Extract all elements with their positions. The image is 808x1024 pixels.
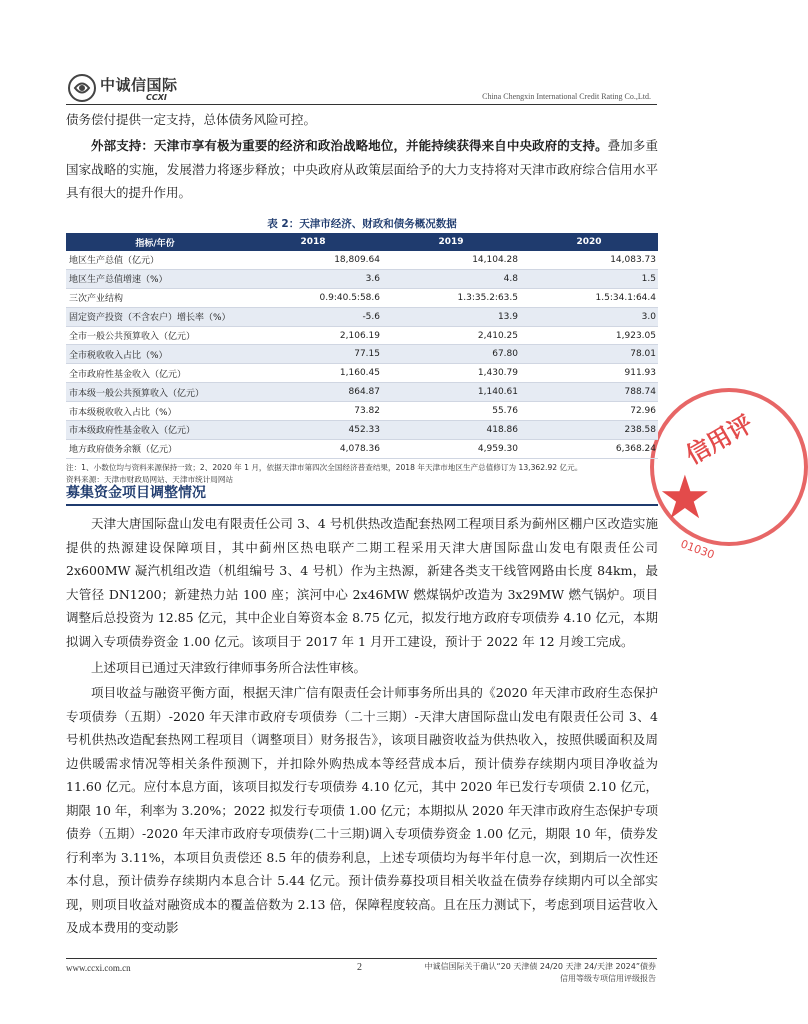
logo-sub: CCXI <box>146 93 167 102</box>
table-row-label: 地区生产总值（亿元） <box>66 251 244 269</box>
table-cell: 1,923.05 <box>520 326 658 345</box>
table-title: 表 2：天津市经济、财政和债务概况数据 <box>267 218 457 230</box>
footer-report-title <box>416 961 656 984</box>
table-row-label: 市本级税收收入占比（%） <box>66 402 244 421</box>
table-row <box>66 307 658 326</box>
table-cell: 77.15 <box>244 345 382 364</box>
page-header <box>0 0 724 112</box>
logo-text: 中诚信国际 <box>100 76 178 94</box>
table-row-label: 全市一般公共预算收入（亿元） <box>66 326 244 345</box>
company-name-en: China Chengxin International Credit Rating Co.,Ltd. <box>482 92 651 101</box>
footer-title-line1: 中诚信国际关于确认“20 天津债 24/20 天津 24/天津 2024”债券 <box>424 962 656 971</box>
table-header-row <box>66 233 658 251</box>
table-cell: -5.6 <box>244 307 382 326</box>
logo-icon <box>66 72 98 104</box>
table-row <box>66 288 658 307</box>
table-cell: 55.76 <box>382 402 520 421</box>
table-cell: 788.74 <box>520 383 658 402</box>
intro-line: 债务偿付提供一定支持，总体债务风险可控。 <box>66 112 317 127</box>
table-row-label: 固定资产投资（不含农户）增长率（%） <box>66 307 244 326</box>
footer-title-line2: 信用等级专项信用评级报告 <box>560 973 656 983</box>
table-row <box>66 269 658 288</box>
table-cell: 1,430.79 <box>382 364 520 383</box>
table-cell: 1.3:35.2:63.5 <box>382 288 520 307</box>
table-cell: 418.86 <box>382 421 520 440</box>
table-cell: 3.6 <box>244 269 382 288</box>
table-cell: 72.96 <box>520 402 658 421</box>
economy-table-section <box>66 216 658 487</box>
table-cell: 864.87 <box>244 383 382 402</box>
table-row <box>66 364 658 383</box>
table-cell: 1,160.45 <box>244 364 382 383</box>
table-note: 注：1、小数位均与资料来源保持一致；2、2020 年 1 月，依据天津市第四次全国经济普查结果，2018 年天津市地区生产总值修订为 13,362.92 亿元。 <box>66 462 583 472</box>
external-support-paragraph <box>66 134 658 205</box>
footer-website[interactable]: www.ccxi.com.cn <box>66 963 131 973</box>
table-cell: 6,368.24 <box>520 439 658 458</box>
section-title: 募集资金项目调整情况 <box>66 485 206 501</box>
table-cell: 4.8 <box>382 269 520 288</box>
table-cell: 13.9 <box>382 307 520 326</box>
table-row <box>66 345 658 364</box>
table-source: 资料来源：天津市财政局网站、天津市统计局网站 <box>66 475 234 485</box>
legal-review-paragraph: 上述项目已通过天津致行律师事务所合法性审核。 <box>91 660 367 675</box>
table-row <box>66 383 658 402</box>
table-cell: 4,078.36 <box>244 439 382 458</box>
table-header-cell: 2019 <box>382 233 520 251</box>
section-rule <box>66 504 658 506</box>
table-cell: 1.5:34.1:64.4 <box>520 288 658 307</box>
table-cell: 0.9:40.5:58.6 <box>244 288 382 307</box>
table-row-label: 三次产业结构 <box>66 288 244 307</box>
table-cell: 1,140.61 <box>382 383 520 402</box>
page-number: 2 <box>357 962 362 973</box>
table-cell: 2,106.19 <box>244 326 382 345</box>
table-row <box>66 251 658 269</box>
external-support-text: 叠加多重国家战略的实施，发展潜力将逐步释放；中央政府从政策层面给予的大力支持将对天津市政府综合信用水平具有很大的提升作用。 <box>66 138 658 200</box>
table-cell: 67.80 <box>382 345 520 364</box>
table-row <box>66 421 658 440</box>
table-row <box>66 326 658 345</box>
table-cell: 18,809.64 <box>244 251 382 269</box>
table-cell: 14,083.73 <box>520 251 658 269</box>
header-rule <box>66 104 657 105</box>
external-support-label: 外部支持：天津市享有极为重要的经济和政治战略地位，并能持续获得来自中央政府的支持。 <box>91 138 608 153</box>
table-cell: 73.82 <box>244 402 382 421</box>
table-cell: 14,104.28 <box>382 251 520 269</box>
table-cell: 4,959.30 <box>382 439 520 458</box>
table-cell: 238.58 <box>520 421 658 440</box>
financing-paragraph: 项目收益与融资平衡方面，根据天津广信有限责任会计师事务所出具的《2020 年天津市政府生态保护专项债券（五期）-2020 年天津市政府专项债券（二十三期）-天津大唐国际盘山发电有限责任公司 3、4 号机供热改造配套热网工程项目（调整项目）财务报告》，该项目融资收益为供热收入，按照供暖面积及周边供暖需求情况等相关条件预测下，并扣除外购热成本等经营成本后，预计债券存续期内项目净收益为 11.60 亿元。应付本息方面，该项目拟发行专项债券 4.10 亿元，其中 2020 年已发行专项债 2.10 亿元，期限 10 年，利率为 3.20%；2022 拟发行专项债 1.00 亿元；本期拟从 2020 年天津市政府生态保护专项债券（五期）-2020 年天津市政府专项债券(二十三期)调入专项债券资金 1.00 亿元，期限 10 年，债券发行利率为 3.11%，本项目负责偿还 8.5 年的债券利息，上述专项债均为每半年付息一次，到期后一次性还本付息，预计债券存续期内本息合计 5.44 亿元。预计债券募投项目相关收益在债券存续期内可以全部实现，则项目收益对融资成本的覆盖倍数为 2.13 倍，保障程度较高。且在压力测试下，考虑到项目运营收入及成本费用的变动影 <box>66 685 658 935</box>
table-cell: 1.5 <box>520 269 658 288</box>
table-cell: 2,410.25 <box>382 326 520 345</box>
table-header-cell: 指标/年份 <box>66 233 244 251</box>
table-header-cell: 2018 <box>244 233 382 251</box>
table-header-cell: 2020 <box>520 233 658 251</box>
seal-star-icon: ★ <box>658 463 712 533</box>
project-paragraph: 天津大唐国际盘山发电有限责任公司 3、4 号机供热改造配套热网工程项目系为蓟州区棚户区改造实施提供的热源建设保障项目，其中蓟州区热电联产二期工程采用天津大唐国际盘山发电有限责任公司 2x600MW 凝汽机组改造（机组编号 3、4 号机）作为主热源，新建各类支干线管网路由长度 84km，最大管径 DN1200；新建热力站 100 座；滨河中心 2x46MW 燃煤锅炉改造为 3x29MW 燃气锅炉。项目调整后总投资为 12.85 亿元，其中企业自筹资本金 8.75 亿元，拟发行地方政府专项债券 4.10 亿元，本期拟调入专项债券资金 1.00 亿元。该项目于 2017 年 1 月开工建设，预计于 2022 年 12 月竣工完成。 <box>66 516 658 649</box>
table-row-label: 市本级一般公共预算收入（亿元） <box>66 383 244 402</box>
table-row-label: 全市税收收入占比（%） <box>66 345 244 364</box>
seal-text: 信用评 <box>681 409 758 470</box>
footer-rule <box>66 958 657 959</box>
table-cell: 911.93 <box>520 364 658 383</box>
table-row-label: 地区生产总值增速（%） <box>66 269 244 288</box>
table-row <box>66 439 658 458</box>
seal-number: 01030 <box>678 537 717 562</box>
table-cell: 78.01 <box>520 345 658 364</box>
table-row <box>66 402 658 421</box>
economy-table <box>66 233 658 459</box>
ccxi-logo <box>66 72 186 106</box>
table-row-label: 市本级政府性基金收入（亿元） <box>66 421 244 440</box>
table-row-label: 地方政府债务余额（亿元） <box>66 439 244 458</box>
table-cell: 452.33 <box>244 421 382 440</box>
table-cell: 3.0 <box>520 307 658 326</box>
table-row-label: 全市政府性基金收入（亿元） <box>66 364 244 383</box>
